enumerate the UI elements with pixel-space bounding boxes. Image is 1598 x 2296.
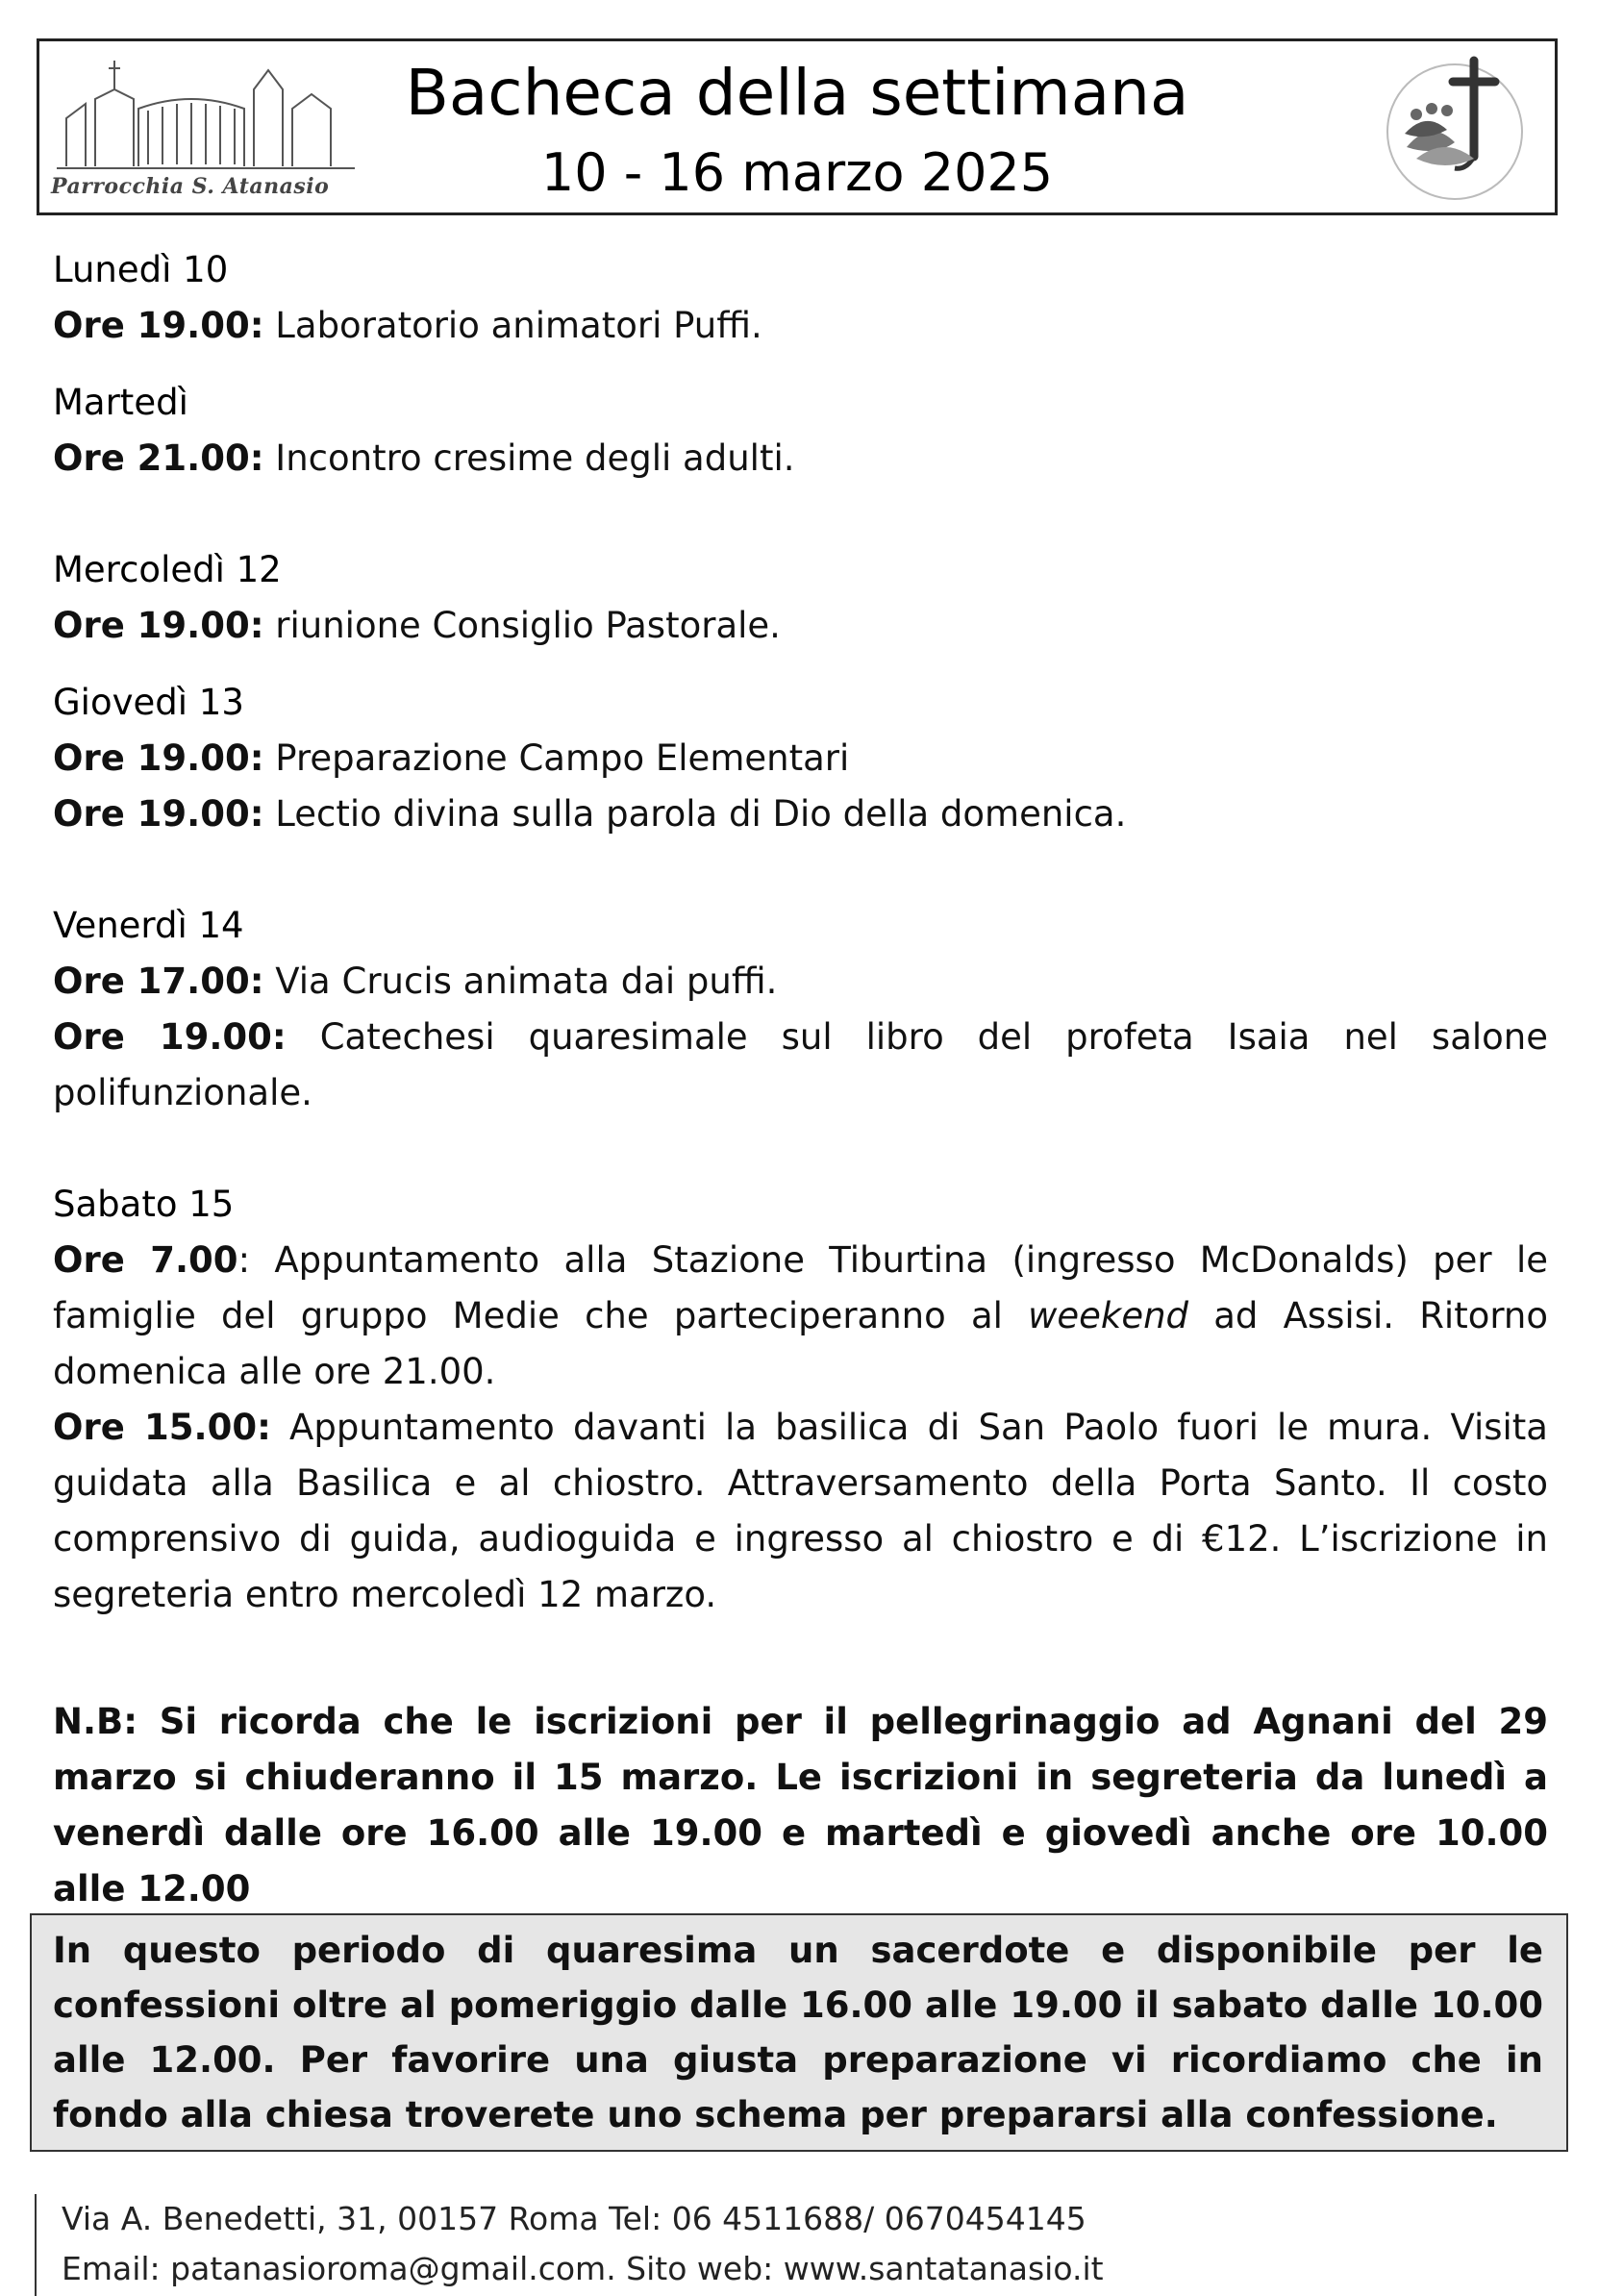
event-text: Preparazione Campo Elementari: [263, 737, 850, 779]
event-text: Appuntamento davanti la basilica di San Paolo fuori le mura. Visita guidata alla Basilica e al chiostro. Attraversamento della Porta Santo. Il costo comprensivo di guida, audioguida e ingresso al chiostro e di €12. L’iscrizione in segreteria entro mercoledì 12 marzo.: [53, 1407, 1548, 1615]
jubilee-cross-icon: [1378, 51, 1532, 209]
event-time: Ore 19.00:: [53, 305, 264, 346]
event-time: Ore 21.00:: [53, 437, 264, 479]
event-line: [53, 598, 1548, 654]
event-line: [53, 731, 1548, 786]
parish-name: Parrocchia S. Atanasio: [51, 174, 330, 199]
day-label: Lunedì 10: [53, 249, 229, 290]
weekly-schedule: [53, 242, 1548, 1623]
event-line: [53, 431, 1548, 487]
day-label: Mercoledì 12: [53, 549, 282, 590]
event-line: [53, 1400, 1548, 1623]
event-text: Via Crucis animata dai puffi.: [263, 961, 778, 1002]
header-box: [37, 38, 1558, 215]
event-text: Incontro cresime degli adulti.: [263, 437, 795, 479]
day-section-saturday: [53, 1177, 1548, 1623]
event-text: Lectio divina sulla parola di Dio della domenica.: [263, 793, 1127, 835]
event-line: [53, 1010, 1548, 1121]
day-label: Martedì: [53, 382, 188, 423]
event-text: riunione Consiglio Pastorale.: [263, 605, 781, 646]
day-label: Giovedì 13: [53, 682, 244, 723]
registration-note: N.B: Si ricorda che le iscrizioni per il pellegrinaggio ad Agnani del 29 marzo si chiuderanno il 15 marzo. Le iscrizioni in segreteria da lunedì a venerdì dalle ore 16.00 alle 19.00 e martedì e giovedì anche ore 10.00 alle 12.00: [53, 1701, 1548, 1909]
date-range: 10 - 16 marzo 2025: [540, 142, 1054, 203]
event-text: ad Assisi. Ritorno domenica alle ore 21.00.: [53, 1295, 1548, 1392]
event-time: Ore 15.00:: [53, 1407, 271, 1448]
footer-contacts: Email: patanasioroma@gmail.com. Sito web: www.santatanasio.it: [62, 2250, 1104, 2287]
event-time: Ore 19.00:: [53, 793, 264, 835]
jubilee-logo: [1378, 51, 1532, 209]
confession-notice-box: In questo periodo di quaresima un sacerdote e disponibile per le confessioni oltre al pomeriggio dalle 16.00 alle 19.00 il sabato dalle 10.00 alle 12.00. Per favorire una giusta preparazione vi ricordiamo che in fondo alla chiesa troverete uno schema per prepararsi alla confessione.: [30, 1913, 1568, 2152]
footer: [35, 2194, 1104, 2296]
day-label: Venerdì 14: [53, 905, 244, 946]
event-line: [53, 1233, 1548, 1400]
event-line: [53, 298, 1548, 354]
event-text: Catechesi quaresimale sul libro del profeta Isaia nel salone polifunzionale.: [53, 1016, 1548, 1113]
day-section-monday: [53, 242, 1548, 354]
event-time: Ore 19.00:: [53, 737, 264, 779]
event-time: Ore 19.00:: [53, 605, 264, 646]
day-section-thursday: [53, 675, 1548, 842]
event-text-italic: weekend: [1028, 1295, 1189, 1336]
day-label: Sabato 15: [53, 1184, 235, 1225]
event-time: Ore 17.00:: [53, 961, 264, 1002]
event-line: [53, 786, 1548, 842]
event-line: [53, 954, 1548, 1010]
event-text: : Appuntamento alla Stazione Tiburtina (ingresso McDonalds) per le famiglie del gruppo Medie che parteciperanno al: [53, 1239, 1548, 1336]
event-time: Ore 7.00: [53, 1239, 238, 1281]
day-section-wednesday: [53, 542, 1548, 654]
page-title: Bacheca della settimana: [405, 56, 1189, 130]
event-text: Laboratorio animatori Puffi.: [263, 305, 762, 346]
day-section-tuesday: [53, 375, 1548, 487]
footer-address: Via A. Benedetti, 31, 00157 Roma Tel: 06 4511688/ 0670454145: [62, 2200, 1086, 2237]
event-time: Ore 19.00:: [53, 1016, 287, 1058]
day-section-friday: [53, 898, 1548, 1121]
